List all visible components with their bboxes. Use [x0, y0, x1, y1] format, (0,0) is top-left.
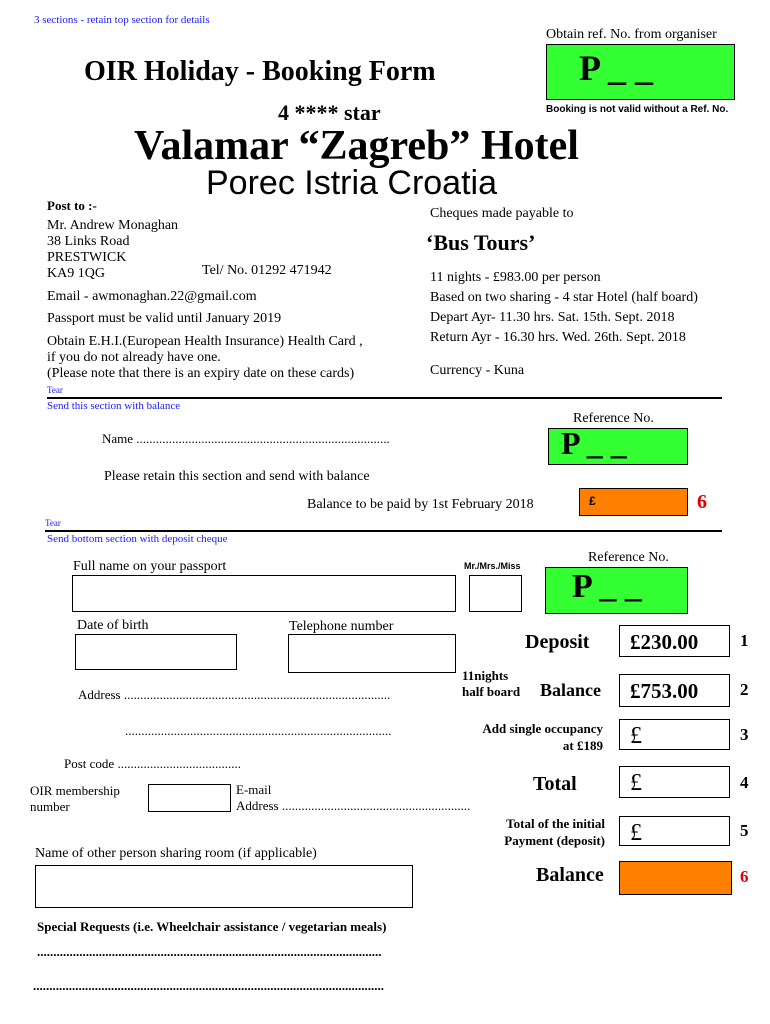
hotel-name: Valamar “Zagreb” Hotel [134, 123, 579, 169]
reference-label: Reference No. [588, 550, 669, 565]
nights-line: half board [462, 684, 521, 699]
retain-note: Please retain this section and send with balance [104, 469, 370, 484]
membership-input[interactable] [148, 784, 231, 812]
address-line: PRESTWICK [47, 250, 127, 265]
ref-number-box-deposit[interactable] [545, 567, 688, 614]
sharing-input[interactable] [35, 865, 413, 908]
total-input[interactable]: £ [619, 766, 730, 798]
address-field[interactable]: Address .................................................................................. [78, 687, 391, 702]
post-to-label: Post to :- [47, 198, 97, 213]
final-balance-input[interactable] [619, 861, 732, 895]
address-line: KA9 1QG [47, 266, 105, 281]
initial-line: Payment (deposit) [504, 833, 605, 848]
board-basis: Based on two sharing - 4 star Hotel (half board) [430, 290, 698, 305]
line-number: 3 [740, 725, 749, 744]
membership-label-line: number [30, 799, 70, 814]
balance-amount-box[interactable] [579, 488, 688, 516]
depart-info: Depart Ayr- 11.30 hrs. Sat. 15th. Sept. 2018 [430, 310, 675, 325]
price-info: 11 nights - £983.00 per person [430, 270, 601, 285]
section-send-note: Send this section with balance [47, 400, 181, 412]
postcode-field[interactable]: Post code ...................................... [64, 756, 241, 771]
line-number: 6 [740, 867, 749, 886]
email-label-line: Address .......................................................... [236, 798, 471, 813]
initial-payment-label [458, 815, 605, 849]
initial-payment-input[interactable]: £ [619, 816, 730, 846]
ehic-note [47, 334, 363, 382]
phone-label: Telephone number [289, 619, 394, 634]
single-line: at £189 [562, 738, 603, 753]
line-number: 4 [740, 773, 749, 792]
reference-label: Reference No. [573, 411, 654, 426]
dob-label: Date of birth [77, 618, 149, 633]
address-field-line-2[interactable]: .................................................................................. [125, 723, 392, 738]
line-number: 2 [740, 680, 749, 699]
passport-note: Passport must be valid until January 2019 [47, 311, 282, 326]
title-label: Mr./Mrs./Miss [464, 561, 521, 571]
return-info: Return Ayr - 16.30 hrs. Wed. 26th. Sept. 2018 [430, 330, 686, 345]
fullname-label: Full name on your passport [73, 559, 227, 574]
section-send-note: Send bottom section with deposit cheque [47, 533, 228, 545]
ref-prefix: P _ _ [579, 48, 654, 88]
address-line: Mr. Andrew Monaghan [47, 218, 179, 233]
cheque-payee: ‘Bus Tours’ [426, 230, 536, 255]
single-occupancy-input[interactable]: £ [619, 719, 730, 750]
ehic-line: if you do not already have one. [47, 350, 221, 365]
organiser-email: Email - awmonaghan.22@gmail.com [47, 289, 257, 304]
sections-note: 3 sections - retain top section for details [34, 14, 210, 26]
balance-label: Balance [540, 680, 601, 700]
obtain-ref-label: Obtain ref. No. from organiser [546, 27, 717, 42]
special-requests-line-2[interactable]: ............................................................................................................ [33, 978, 384, 993]
ref-number-box-top[interactable] [546, 44, 735, 100]
balance-value: £753.00 [619, 674, 730, 707]
membership-label-line: OIR membership [30, 783, 120, 798]
balance-due-date: Balance to be paid by 1st February 2018 [307, 497, 534, 512]
ref-number-box-balance[interactable] [548, 425, 688, 465]
tear-label: Tear [45, 518, 61, 528]
single-occupancy-label [458, 720, 603, 754]
name-field[interactable]: Name .............................................................................. [102, 431, 390, 446]
hotel-location: Porec Istria Croatia [206, 164, 497, 202]
special-requests-label: Special Requests (i.e. Wheelchair assistance / vegetarian meals) [37, 919, 387, 934]
star-rating: 4 **** star [278, 100, 381, 125]
ref-prefix: P _ _ [561, 425, 627, 461]
currency-info: Currency - Kuna [430, 363, 525, 378]
tear-line [47, 397, 722, 399]
deposit-value: £230.00 [619, 625, 730, 657]
pound-sign: £ [589, 494, 596, 508]
final-balance-label: Balance [536, 864, 604, 886]
organiser-tel: Tel/ No. 01292 471942 [202, 263, 332, 278]
nights-line: 11nights [462, 668, 509, 683]
line-number: 5 [740, 821, 749, 840]
postal-address [47, 218, 178, 282]
address-line: 38 Links Road [47, 234, 130, 249]
title-input[interactable] [469, 575, 522, 612]
deposit-label: Deposit [525, 631, 590, 653]
sharing-label: Name of other person sharing room (if applicable) [35, 846, 317, 861]
cheques-label: Cheques made payable to [430, 206, 574, 221]
box-number: 6 [697, 491, 707, 513]
fullname-input[interactable] [72, 575, 456, 612]
dob-input[interactable] [75, 634, 237, 670]
nights-label [462, 668, 520, 700]
email-field[interactable] [236, 782, 470, 814]
initial-line: Total of the initial [506, 816, 605, 831]
special-requests-line-1[interactable]: .......................................................................................................... [37, 944, 382, 959]
membership-label [30, 783, 120, 815]
ehic-line: (Please note that there is an expiry date on these cards) [47, 366, 355, 381]
tear-line [45, 530, 722, 532]
line-number: 1 [740, 631, 749, 650]
form-title: OIR Holiday - Booking Form [84, 56, 436, 87]
booking-warning: Booking is not valid without a Ref. No. [546, 104, 729, 115]
email-label-line: E-mail [236, 782, 272, 797]
tear-label: Tear [47, 385, 63, 395]
ref-prefix: P _ _ [572, 568, 642, 605]
phone-input[interactable] [288, 634, 456, 673]
single-line: Add single occupancy [482, 721, 603, 736]
ehic-line: Obtain E.H.I.(European Health Insurance) Health Card , [47, 334, 363, 349]
total-label: Total [533, 773, 577, 795]
